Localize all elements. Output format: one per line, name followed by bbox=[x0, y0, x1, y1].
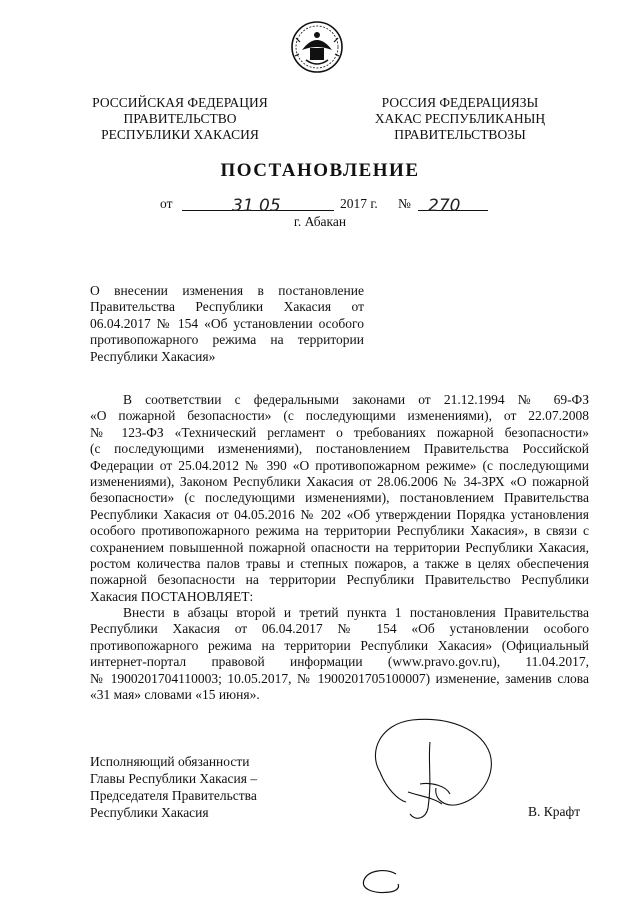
header-right-khakas bbox=[355, 95, 565, 143]
handwritten-signature bbox=[350, 712, 510, 827]
body-line: изменениями), Законом Республики Хакасия от 28.06.2006 № 34-ЗРХ «О пожарной bbox=[90, 473, 589, 489]
body-line: Внести в абзацы второй и третий пункта 1 постановления Правительства bbox=[123, 605, 589, 621]
document-body bbox=[90, 392, 589, 703]
body-line: Федерации от 25.04.2012 № 390 «О противопожарном режиме» (с последующими bbox=[90, 457, 589, 473]
body-line: (с последующими изменениями), постановлением Правительства Российской bbox=[90, 441, 589, 457]
signatory-name: В. Крафт bbox=[528, 804, 581, 819]
body-line: № 1900201704110003; 10.05.2017, № 1900201705100007) изменение, заменив слова bbox=[90, 670, 589, 686]
handwritten-number: 270 bbox=[428, 196, 461, 216]
body-line: «31 мая» словами «15 июня». bbox=[90, 687, 260, 703]
footer-scribble-mark bbox=[356, 866, 404, 896]
body-line: интернет-портал правовой информации (www.pravo.gov.ru), 11.04.2017, bbox=[90, 654, 589, 670]
subject-line: противопожарного режима на территории bbox=[90, 332, 364, 348]
number-sign: № bbox=[398, 196, 411, 211]
document-title: ПОСТАНОВЛЕНИЕ bbox=[220, 160, 420, 181]
body-line: сохранением повышенной пожарной опасности на территории Республики Хакасия, bbox=[90, 539, 589, 555]
header-right-line: ПРАВИТЕЛЬСТВОЗЫ bbox=[394, 127, 526, 142]
date-prefix: от bbox=[160, 196, 173, 211]
subject-line: 06.04.2017 № 154 «Об установлении особого bbox=[90, 315, 364, 331]
subject-line: О внесении изменения в постановление bbox=[90, 283, 364, 298]
body-line: безопасности» (с последующими изменениями), постановлением Правительства bbox=[90, 490, 589, 506]
city-label: г. Абакан bbox=[293, 214, 347, 229]
signatory-line: Главы Республики Хакасия – bbox=[90, 771, 258, 786]
signatory-line: Исполняющий обязанности bbox=[90, 754, 250, 769]
header-left-russian bbox=[80, 95, 280, 143]
subject-line: Республики Хакасия» bbox=[90, 348, 216, 364]
header-left-line: ПРАВИТЕЛЬСТВО bbox=[123, 111, 237, 126]
coat-of-arms-emblem bbox=[290, 20, 344, 74]
subject-line: Правительства Республики Хакасия от bbox=[90, 299, 364, 315]
header-left-line: РОССИЙСКАЯ ФЕДЕРАЦИЯ bbox=[92, 95, 268, 110]
date-number-line bbox=[160, 194, 490, 214]
body-line: «О пожарной безопасности» (с последующими изменениями), от 22.07.2008 bbox=[90, 408, 589, 424]
body-line: Хакасия ПОСТАНОВЛЯЕТ: bbox=[90, 588, 254, 604]
signatory-line: Председателя Правительства bbox=[90, 788, 257, 803]
body-line: Республики Хакасия от 06.04.2017 № 154 «Об установлении особого bbox=[90, 621, 589, 637]
body-line: особого противопожарного режима на территории Республики Хакасия», в связи с bbox=[90, 523, 589, 539]
signatory-line: Республики Хакасия bbox=[90, 805, 209, 820]
body-line: противопожарного режима на территории Республики Хакасия» (Официальный bbox=[90, 637, 589, 653]
body-line: Республики Хакасия от 04.05.2016 № 202 «Об утверждении Порядка установления bbox=[90, 506, 589, 522]
header-left-line: РЕСПУБЛИКИ ХАКАСИЯ bbox=[101, 127, 259, 142]
body-line: В соответствии с федеральными законами от 21.12.1994 № 69-ФЗ bbox=[123, 392, 589, 407]
signatory-position bbox=[90, 753, 257, 821]
header-right-line: РОССИЯ ФЕДЕРАЦИЯЗЫ bbox=[381, 95, 539, 110]
body-line: ростом количества палов травы и степных пожаров, а также в целях обеспечения bbox=[90, 555, 589, 571]
body-line: № 123-ФЗ «Технический регламент о требованиях пожарной безопасности» bbox=[90, 424, 589, 440]
handwritten-date: 31 05 bbox=[232, 196, 281, 216]
document-subject bbox=[90, 283, 364, 365]
header-right-line: ХАКАС РЕСПУБЛИКАНЫҢ bbox=[374, 111, 546, 126]
year-label: 2017 г. bbox=[340, 196, 378, 211]
body-line: пожарной безопасности на территории Республики Правительство Республики bbox=[90, 572, 589, 588]
